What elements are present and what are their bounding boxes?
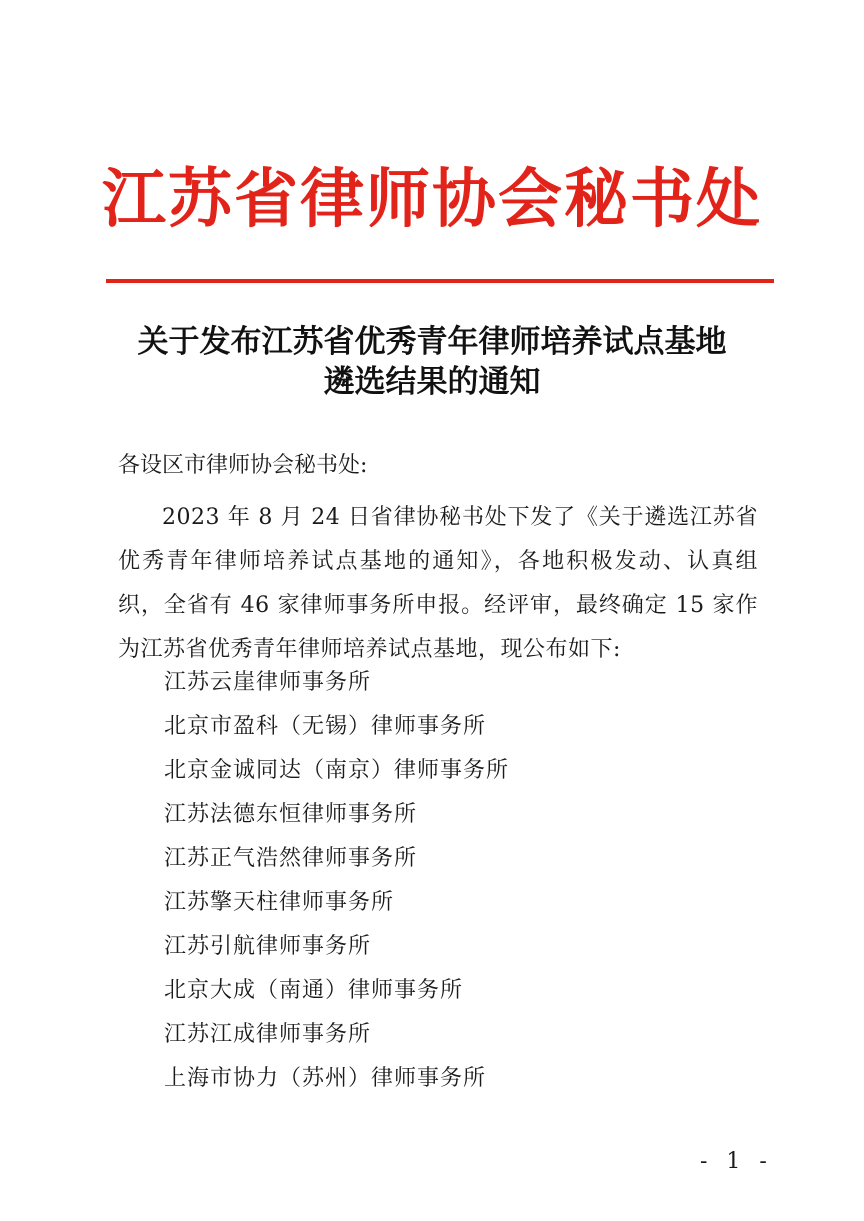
salutation: 各设区市律师协会秘书处:	[118, 453, 368, 478]
red-divider-line	[106, 279, 774, 283]
firm-list-item: 江苏擎天柱律师事务所	[164, 890, 395, 915]
firm-list-item: 上海市协力（苏州）律师事务所	[164, 1066, 487, 1091]
firm-list-item: 北京金诚同达（南京）律师事务所	[164, 758, 510, 783]
firm-list-item: 江苏江成律师事务所	[164, 1022, 372, 1047]
body-paragraph: 2023 年 8 月 24 日省律协秘书处下发了《关于遴选江苏省优秀青年律师培养试点基地的通知》，各地积极发动、认真组织，全省有 46 家律师事务所申报。经评审，最终确定 15 家作为江苏省优秀青年律师培养试点基地，现公布如下:	[118, 505, 758, 662]
firm-list-item: 江苏引航律师事务所	[164, 934, 372, 959]
firm-list-item: 北京大成（南通）律师事务所	[164, 978, 464, 1003]
firm-list-item: 江苏云崖律师事务所	[164, 670, 372, 695]
firm-list-item: 江苏法德东恒律师事务所	[164, 802, 418, 827]
page-number: - 1 -	[700, 1149, 773, 1174]
firm-list	[164, 668, 509, 1108]
masthead-issuer: 江苏省律师协会秘书处	[102, 163, 762, 237]
firm-list-item: 江苏正气浩然律师事务所	[164, 846, 418, 871]
document-title-line-2: 遴选结果的通知	[323, 364, 541, 400]
document-title-line-1: 关于发布江苏省优秀青年律师培养试点基地	[137, 324, 727, 360]
firm-list-item: 北京市盈科（无锡）律师事务所	[164, 714, 487, 739]
